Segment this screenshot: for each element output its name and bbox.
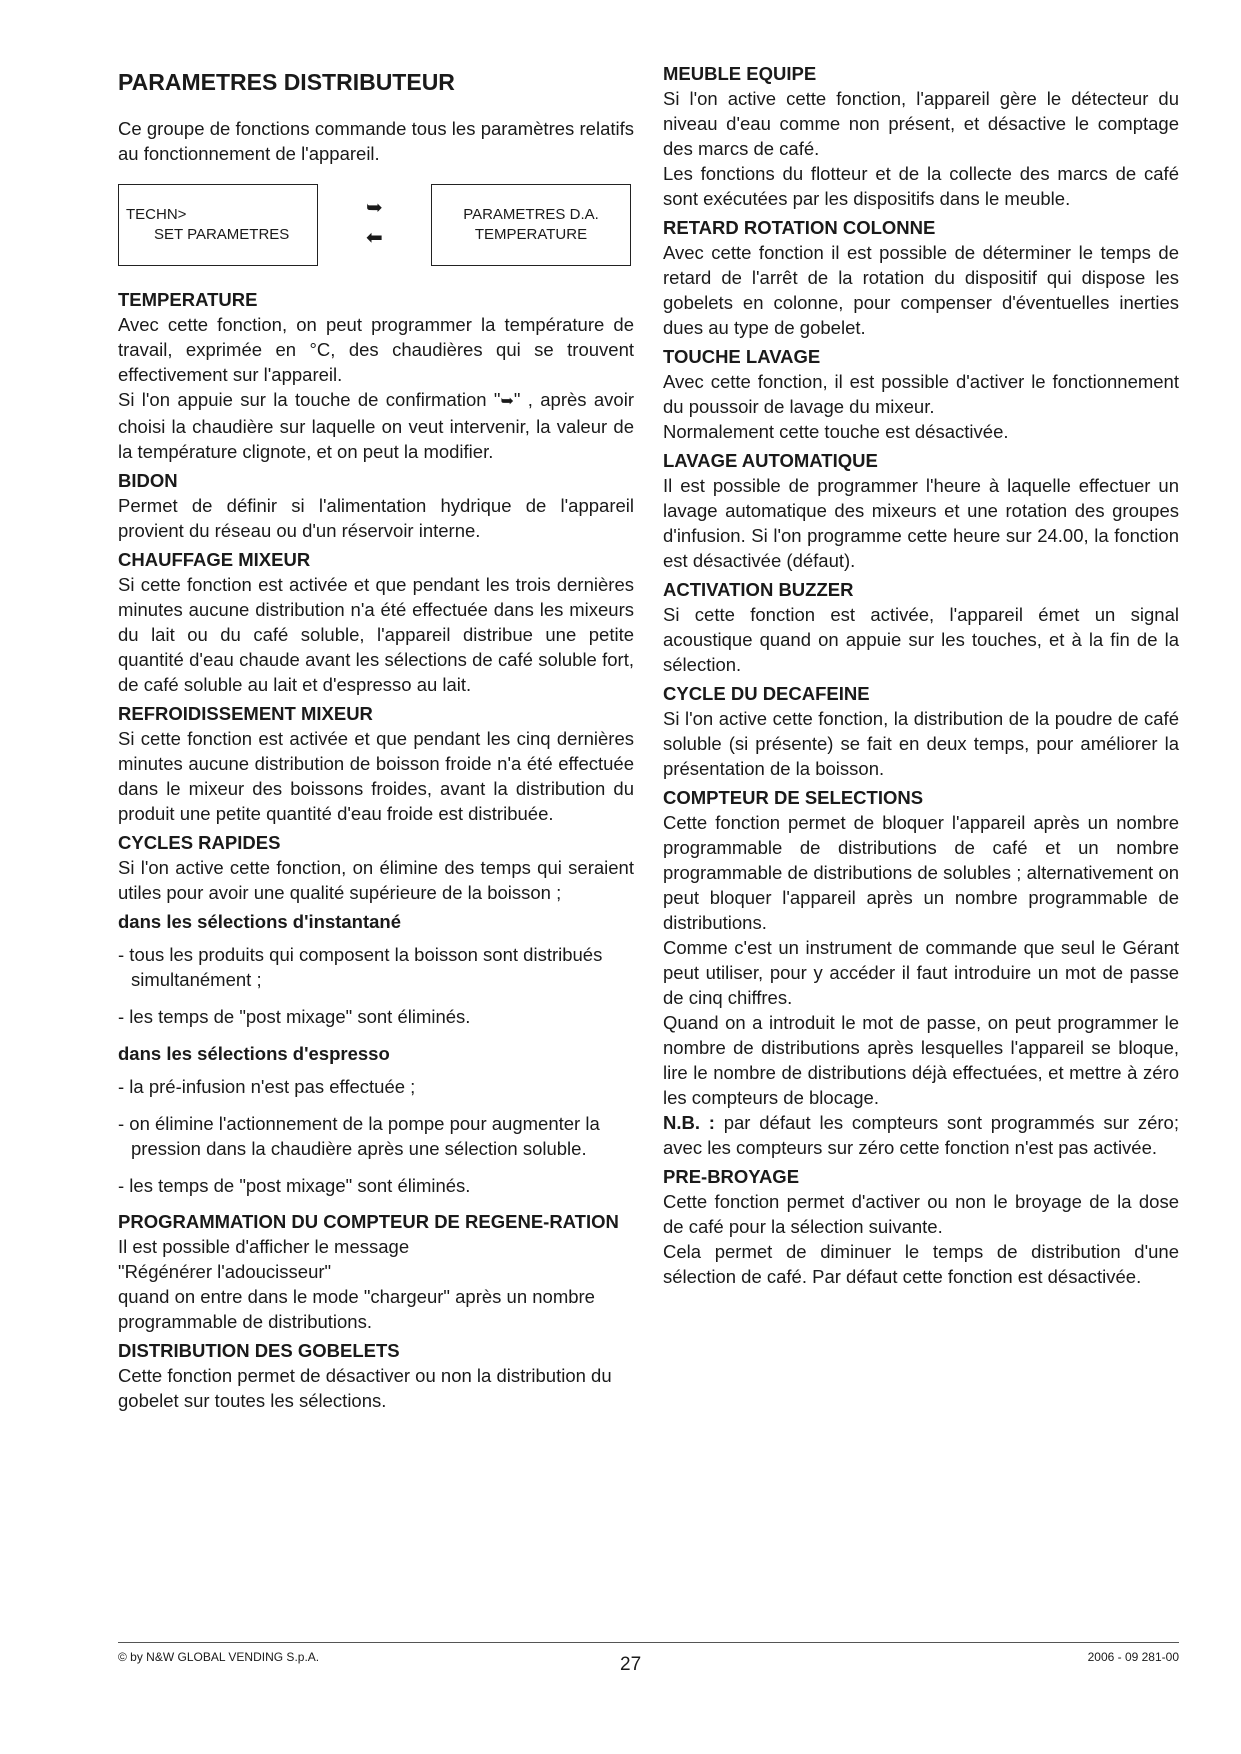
- section-temperature: [118, 288, 634, 464]
- section-heading: COMPTEUR DE SELECTIONS: [663, 787, 924, 808]
- section-text: Normalement cette touche est désactivée.: [663, 421, 1009, 442]
- list-item: - tous les produits qui composent la boisson sont distribués simultanément ;: [118, 944, 603, 990]
- section-refroidissement: [118, 702, 634, 826]
- section-heading: RETARD ROTATION COLONNE: [663, 217, 936, 238]
- section-text: Si cette fonction est activée et que pendant les trois dernières minutes aucune distribution n'a été effectuée dans les mixeurs du lait ou du café soluble, l'appareil distribue une petite quantité d'eau chaude avant les sélections de café soluble fort, de café soluble au lait et d'espresso au lait.: [118, 574, 634, 695]
- confirm-arrow-icon: ➥: [366, 197, 383, 219]
- section-text: [663, 1110, 1179, 1160]
- display-line: SET PARAMETRES: [154, 226, 290, 243]
- section-text: Permet de définir si l'alimentation hydrique de l'appareil provient du réseau ou d'un réservoir interne.: [118, 495, 634, 541]
- section-bidon: [118, 469, 634, 543]
- list-item: - la pré-infusion n'est pas effectuée ;: [118, 1076, 416, 1097]
- list-item: - les temps de "post mixage" sont éliminés.: [118, 1006, 471, 1027]
- nb-label: N.B. :: [663, 1112, 715, 1133]
- section-heading: CHAUFFAGE MIXEUR: [118, 549, 311, 570]
- section-lavage-automatique: [663, 449, 1179, 573]
- section-touche-lavage: [663, 345, 1179, 444]
- section-text: Si cette fonction est activée, l'appareil émet un signal acoustique quand on appuie sur les touches, et à la fin de la sélection.: [663, 604, 1179, 675]
- section-heading: TOUCHE LAVAGE: [663, 346, 821, 367]
- section-heading: BIDON: [118, 470, 178, 491]
- section-regeneration: [118, 1210, 634, 1334]
- section-heading: TEMPERATURE: [118, 289, 258, 310]
- text-part: par défaut les compteurs sont programmés sur zéro; avec les compteurs sur zéro cette fonction n'est pas activée.: [663, 1112, 1179, 1158]
- section-text: "Régénérer l'adoucisseur": [118, 1261, 332, 1282]
- section-text: Quand on a introduit le mot de passe, on peut programmer le nombre de distributions après lesquelles l'appareil se bloque, lire le nombre de distributions déjà effectuées, et mettre à zéro les compteurs de blocage.: [663, 1012, 1179, 1108]
- list-item: - les temps de "post mixage" sont éliminés.: [118, 1175, 471, 1196]
- section-heading: LAVAGE AUTOMATIQUE: [663, 450, 878, 471]
- section-heading: CYCLE DU DECAFEINE: [663, 683, 870, 704]
- section-text: Comme c'est un instrument de commande que seul le Gérant peut utiliser, pour y accéder il faut introduire un mot de passe de cinq chiffres.: [663, 937, 1179, 1008]
- right-column: [663, 62, 1179, 1294]
- section-heading: REFROIDISSEMENT MIXEUR: [118, 703, 373, 724]
- section-text: Si l'on active cette fonction, l'appareil gère le détecteur du niveau d'eau comme non présent, et désactive le comptage des marcs de café.: [663, 88, 1179, 159]
- footer-divider: [118, 1642, 1179, 1643]
- list-item: - on élimine l'actionnement de la pompe pour augmenter la pression dans la chaudière après une sélection soluble.: [118, 1113, 600, 1159]
- section-text: Il est possible d'afficher le message: [118, 1236, 410, 1257]
- display-diagram: [118, 184, 634, 270]
- section-compteur-selections: [663, 786, 1179, 1160]
- text-part: Si l'on appuie sur la touche de confirmation ": [118, 389, 501, 410]
- display-screen-techn: [118, 184, 318, 266]
- section-activation-buzzer: [663, 578, 1179, 677]
- section-text: Les fonctions du flotteur et de la collecte des marcs de café sont exécutées par les dispositifs dans le meuble.: [663, 163, 1179, 209]
- section-text: Avec cette fonction, il est possible d'activer le fonctionnement du poussoir de lavage du mixeur.: [663, 371, 1179, 417]
- section-decafeine: [663, 682, 1179, 781]
- left-column: [118, 62, 634, 1418]
- section-retard-rotation: [663, 216, 1179, 340]
- text-part: " , après avoir choisi la chaudière sur laquelle on veut intervenir, la valeur de la température clignote, et on peut la modifier.: [118, 389, 634, 462]
- page-title: PARAMETRES DISTRIBUTEUR: [118, 69, 455, 95]
- section-text: Cela permet de diminuer le temps de distribution d'une sélection de café. Par défaut cette fonction est désactivée.: [663, 1241, 1179, 1287]
- footer-copyright: © by N&W GLOBAL VENDING S.p.A.: [118, 1650, 320, 1664]
- section-text: Cette fonction permet de bloquer l'appareil après un nombre programmable de distributions de café et un nombre programmable de distributions de solubles ; alternativement on peut bloquer l'appareil après un nombre programmable de distributions.: [663, 812, 1179, 933]
- section-heading: ACTIVATION BUZZER: [663, 579, 854, 600]
- display-line: TECHN>: [126, 206, 187, 223]
- section-gobelets: [118, 1339, 634, 1413]
- section-text: Avec cette fonction il est possible de déterminer le temps de retard de l'arrêt de la rotation du dispositif qui dispose les gobelets en colonne, pour compenser d'éventuelles inerties dues au type de gobelet.: [663, 242, 1179, 338]
- section-meuble-equipe: [663, 62, 1179, 211]
- display-line: PARAMETRES D.A.: [463, 206, 599, 223]
- section-heading: DISTRIBUTION DES GOBELETS: [118, 1340, 400, 1361]
- section-heading: PRE-BROYAGE: [663, 1166, 800, 1187]
- section-text: quand on entre dans le mode "chargeur" après un nombre programmable de distributions.: [118, 1286, 595, 1332]
- subheading: dans les sélections d'espresso: [118, 1043, 390, 1064]
- section-text: Si l'on active cette fonction, on élimine des temps qui seraient utiles pour avoir une qualité supérieure de la boisson ;: [118, 857, 634, 903]
- document-code: 2006 - 09 281-00: [1087, 1650, 1179, 1664]
- section-heading: MEUBLE EQUIPE: [663, 63, 817, 84]
- section-text: Si l'on active cette fonction, la distribution de la poudre de café soluble (si présente) se fait en deux temps, pour améliorer la présentation de la boisson.: [663, 708, 1179, 779]
- page-number: 27: [620, 1654, 642, 1675]
- section-text: Cette fonction permet de désactiver ou non la distribution du gobelet sur toutes les sélections.: [118, 1365, 612, 1411]
- subheading: dans les sélections d'instantané: [118, 911, 402, 932]
- section-chauffage-mixeur: [118, 548, 634, 697]
- section-cycles-rapides: [118, 831, 634, 1198]
- confirm-arrow-icon: ➥: [500, 393, 514, 410]
- display-line: TEMPERATURE: [474, 226, 588, 243]
- section-heading: CYCLES RAPIDES: [118, 832, 281, 853]
- section-pre-broyage: [663, 1165, 1179, 1289]
- section-text: Cette fonction permet d'activer ou non le broyage de la dose de café pour la sélection suivante.: [663, 1191, 1179, 1237]
- display-screen-parametres: [431, 184, 631, 266]
- section-heading: PROGRAMMATION DU COMPTEUR DE REGENE-RATION: [118, 1211, 619, 1232]
- intro-text: Ce groupe de fonctions commande tous les paramètres relatifs au fonctionnement de l'appareil.: [118, 118, 634, 164]
- section-text: Il est possible de programmer l'heure à laquelle effectuer un lavage automatique des mixeurs et une rotation des groupes d'infusion. Si l'on programme cette heure sur 24.00, la fonction est désactivée (défaut).: [663, 475, 1179, 571]
- back-arrow-icon: ⬅: [366, 227, 383, 249]
- section-text: [118, 387, 634, 464]
- section-text: Avec cette fonction, on peut programmer la température de travail, exprimée en °C, des chaudières qui se trouvent effectivement sur l'appareil.: [118, 314, 634, 385]
- section-text: Si cette fonction est activée et que pendant les cinq dernières minutes aucune distribution de boisson froide n'a été effectuée dans le mixeur des boissons froides, avant la distribution du produit une petite quantité d'eau froide est distribuée.: [118, 728, 634, 824]
